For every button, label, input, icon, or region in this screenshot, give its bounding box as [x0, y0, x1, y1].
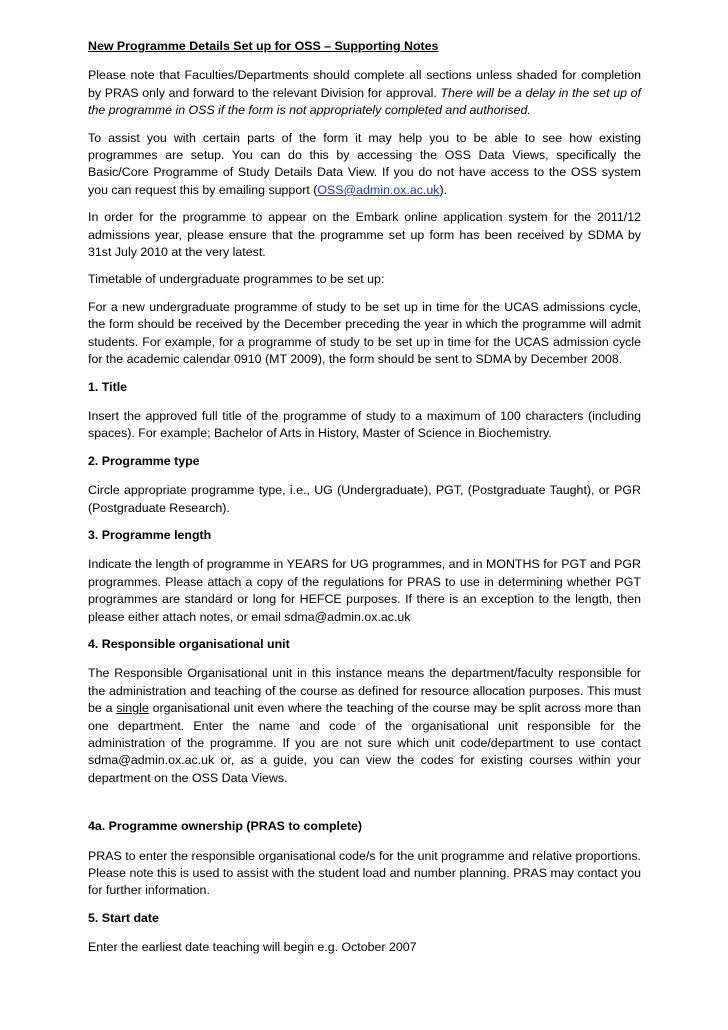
section-2-body: Circle appropriate programme type, i.e., UG (Undergraduate), PGT, (Postgraduate Taught), or PGR (Postgraduate Research). [88, 483, 641, 515]
section-4-text-before: The Responsible Organisational unit in this instance means the department/faculty responsible for the administration and teaching of the course as defined for resource allocation purposes. This must be a [88, 666, 641, 716]
support-email-link[interactable]: OSS@admin.ox.ac.uk [317, 182, 440, 197]
section-4-underlined-word: single [116, 701, 149, 716]
section-3-body: Indicate the length of programme in YEARS for UG programmes, and in MONTHS for PGT and PGR programmes. Please attach a copy of the regulations for PRAS to use in determining whether PGT programmes are standard or long for HEFCE purposes. If there is an exception to the length, then please either attach notes, or email sdma@admin.ox.ac.uk [88, 557, 641, 624]
assist-text-after: ). [439, 182, 448, 197]
intro-paragraph [88, 67, 641, 119]
section-2-heading: 2. Programme type [88, 453, 200, 468]
document-page [88, 38, 641, 967]
section-5-heading: 5. Start date [88, 910, 159, 925]
section-1-heading: 1. Title [88, 379, 128, 394]
section-3-heading: 3. Programme length [88, 527, 212, 542]
assist-paragraph [88, 130, 641, 200]
intro-warning: There will be a delay in the set up of the programme in OSS if the form is not appropriately completed and authorised. [88, 85, 641, 118]
spacer [88, 797, 641, 818]
intro-text: Please note that Faculties/Departments should complete all sections unless shaded for completion by PRAS only and forward to the relevant Division for approval. [88, 68, 641, 100]
assist-text-before: To assist you with certain parts of the form it may help you to be able to see how existing programmes are setup. You can do this by accessing the OSS Data Views, specifically the Basic/Core Programme of Study Details Data View. If you do not have access to the OSS system you can request this by emailing support ( [88, 130, 641, 197]
section-4-heading: 4. Responsible organisational unit [88, 636, 290, 651]
section-4-body [88, 665, 641, 787]
ucas-paragraph: For a new undergraduate programme of study to be set up in time for the UCAS admissions cycle, the form should be received by the December preceding the year in which the programme will admit students. For example, for a programme of study to be set up in time for the UCAS admission cycle for the academic calendar 0910 (MT 2009), the form should be sent to SDMA by December 2008. [88, 299, 641, 367]
section-4-text-after: organisational unit even where the teaching of the course may be split across more than one department. Enter the name and code of the organisational unit responsible for the administration of the programme. If you are not sure which unit code/department to use contact sdma@admin.ox.ac.uk or, as a guide, you can view the codes for existing courses within your department on the OSS Data Views. [88, 701, 641, 785]
document-title: New Programme Details Set up for OSS – Supporting Notes [88, 39, 439, 53]
section-1-body: Insert the approved full title of the programme of study to a maximum of 100 characters (including spaces). For example; Bachelor of Arts in History, Master of Science in Biochemistry. [88, 408, 641, 441]
section-4a-body: PRAS to enter the responsible organisational code/s for the unit programme and relative proportions. Please note this is used to assist with the student load and number planning. PRAS may contact you for further information. [88, 848, 641, 898]
timetable-paragraph: Timetable of undergraduate programmes to be set up: [88, 272, 385, 287]
embark-paragraph: In order for the programme to appear on the Embark online application system for the 2011/12 admissions year, please ensure that the programme set up form has been received by SDMA by 31st July 2010 at the very latest. [88, 210, 641, 260]
section-4a-heading: 4a. Programme ownership (PRAS to complete) [88, 819, 363, 834]
section-5-body: Enter the earliest date teaching will begin e.g. October 2007 [88, 940, 417, 955]
